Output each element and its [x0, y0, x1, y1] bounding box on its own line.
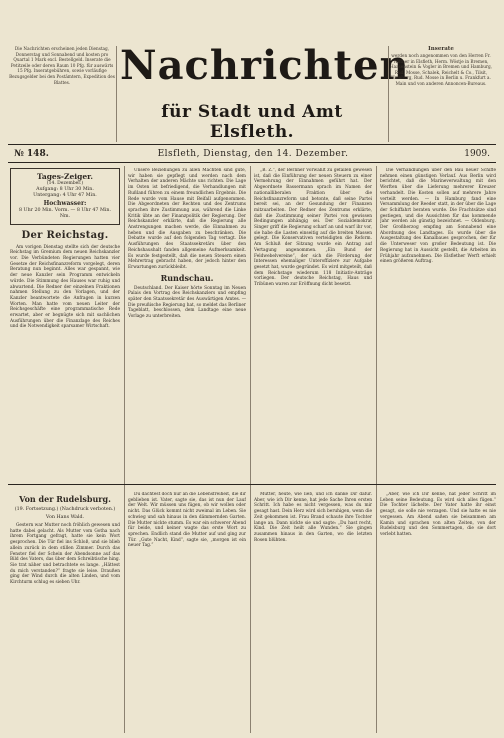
reichstag-article: Am vorigen Dienstag stellte sich der deutsche Reichstag im Gremium dem neuen Reichskanzler vor. Die Verbündeten Regierungen hatten vier Gesetze der Reichsfinanzreform vorgelegt, deren Beratung nun beginnt. Alles war gespannt, wie der neue Kanzler sein Programm entwickeln würde. Die Stimmung des Hauses war ruhig und abwartend. Die Redner der einzelnen Fraktionen nahmen Stellung zu den Vorlagen, und der Kanzler beantwortete die Anfragen in kurzen Worten. Man hatte vom neuen Leiter der Reichsgeschäfte eine programmatische Rede erwartet, aber er begnügte sich mit sachlichen Ausführungen über die Finanzlage des Reiches und die Notwendigkeit sparsamer Wirtschaft. — [10, 244, 120, 330]
serial-column-1 — [10, 492, 120, 732]
issue-number: № 148. — [14, 149, 49, 159]
subscription-info: Die Nachrichten erscheinen jeden Dienstag, Donnerstag und Sonnabend und kosten pro Quartal 1 Mark excl. Bestellgeld. Inserate die Petitzeile oder deren Raum 10 Pfg. für auswärts 15 Pfg. Inseratgebühren, sowie vorläufige Bezugsgelder bei den Postämtern, Expedition des Blattes. — [8, 46, 117, 142]
serial-text: Gestern war Mutter noch fröhlich gewesen und hatte dabei gelacht. Als Mutter vom Gotha nach ihrem Fortgang gefragt, hatte sie kein Wort gesprochen. Die Tür fiel ins Schloß, und sie blieb allein zurück in dem stillen Zimmer. Durch das Fenster fiel der Schein der Abendsonne auf das Bild des Vaters, das über dem Schreibtische hing. Sie trat näher und betrachtete es lange. „Hättest du mich verstanden?“ fragte sie leise. Draußen ging der Wind durch die alten Linden, und vom Kirchturm schlug es sieben Uhr. — [10, 523, 120, 586]
dateline — [8, 147, 496, 161]
column-3 — [254, 168, 372, 478]
column-4-article: Die Verhandlungen über den Bau neuer Schiffe nehmen einen günstigen Verlauf. Aus Berlin wird berichtet, daß die Marineverwaltung mit den Werften über die Lieferung mehrerer Kreuzer verhandelt. Die Kosten sollen auf mehrere Jahre verteilt werden. — In Hamburg fand eine Versammlung der Reeder statt, in der über die Lage der Schiffahrt beraten wurde. Die Frachtsätze sind gestiegen, und die Aussichten für das kommende Jahr werden als günstig bezeichnet. — Oldenburg. Der Großherzog empfing am Sonnabend eine Abordnung des Landtages. Es wurde über die Ausgestaltung des Kanalbaues gesprochen, der für die Unterweser von großer Bedeutung ist. Die Regierung hat in Aussicht gestellt, die Arbeiten im Frühjahr aufzunehmen. Die Elsflether Werft erhielt einen größeren Auftrag. — [380, 168, 496, 265]
column-divider — [250, 166, 251, 733]
advertising-text: werden noch angenommen von den Herren Fr. Wiltner in Elsfleth, Herm. Wöstje in Bremen, Haasenstein & Vogler in Bremen und Hamburg, Rud. Mosse, Schalek, Reichelt & Co., Tilsit, Hamburg, Rud. Mosse in Berlin u. Frankfurt a. Main und von anderen Annoncen-Bureaus. — [389, 53, 492, 86]
advertising-info — [388, 46, 493, 142]
column-4 — [380, 168, 496, 478]
serial-column-4 — [380, 492, 496, 732]
serial-installment — [10, 507, 120, 513]
serial-column-2 — [128, 492, 246, 732]
serial-text-4: „Aber, wie ich Dir kenne, hat jeder Schritt im Leben seine Bedeutung. Es wird sich alles fügen.“ Die Tochter lächelte. Der Vater hatte ihr einst gesagt, sie solle nie verzagen. Und sie hatte es nie vergessen. Am Abend saßen sie beisammen am Kamin und sprachen von alten Zeiten, von der Rudelsburg und den Sommertagen, die sie dort verlebt hatten. — [380, 492, 496, 537]
tageszeiger-date: (14. Dezember.) — [46, 181, 84, 186]
tide-heading: Hochwasser: — [43, 199, 87, 207]
newspaper-title: Nachrichten — [120, 42, 410, 89]
sunset: Untergang: 4 Uhr 47 Min. — [33, 193, 97, 199]
rundschau-article: Deutschland. Der Kaiser hörte Sonntag im Neuen Palais den Vortrag des Reichskanzlers und empfing später den Staatssekretär des Auswärtigen Amtes. — Die preußische Regierung hat, so meldet das Berliner Tageblatt, beschlossen, dem Landtage eine neue Vorlage zu unterbreiten. — [128, 285, 246, 320]
serial-column-3 — [254, 492, 372, 732]
sunrise: Aufgang: 8 Uhr 30 Min. — [36, 187, 94, 192]
installment-label: (19. Fortsetzung.) — [14, 507, 59, 512]
dateline-rule — [8, 162, 496, 163]
serial-heading: Von der Rudelsburg. — [19, 494, 111, 504]
column-divider — [376, 166, 377, 733]
serial-text-3: Mutter, heute, wie lieb, und ich danke Dir dafür. Aber, wie ich Dir kenne, hat jede Sache Ihren ersten Schritt. Ich habe es nicht vergessen, was du mir gesagt hast. Dein Herz wird sich beruhigen, wenn die Zeit gekommen ist. Frau Brand schaute ihre Tochter lange an. Dann nickte sie und sagte: „Du hast recht, Kind. Die Zeit heilt alle Wunden.“ Sie gingen zusammen hinaus in den Garten, wo die letzten Rosen blühten. — [254, 492, 372, 543]
column-divider — [124, 166, 125, 733]
serial-text-2: Du dachtest doch nur an die Lebensfreiheit, die dir geblieben ist. Vater, sagte sie, das ist nun der Lauf der Welt. Wir müssen uns fügen, ob wir wollen oder nicht. Das Glück kommt nicht zweimal im Leben. Sie schwieg und sah hinaus in den dämmernden Garten. Die Mutter nickte stumm. Es war ein schwerer Abend für beide, und keiner wagte das erste Wort zu sprechen. Endlich stand die Mutter auf und ging zur Tür. „Gute Nacht, Kind“, sagte sie, „morgen ist ein neuer Tag.“ — [128, 492, 246, 549]
tide-times: 8 Uhr 20 Min. Vorm. — 8 Uhr 47 Min. Nm. — [18, 207, 112, 220]
tageszeiger-box — [10, 168, 120, 225]
tageszeiger-title: Tages-Zeiger. — [36, 172, 94, 181]
column-1 — [10, 168, 120, 478]
advertising-heading: Inserate — [428, 46, 454, 52]
column-2-article: Unsere Beziehungen zu allen Mächten sind gute, wir haben sie gepflegt und werden nach dem Verhalten der anderen Mächte uns richten. Die Lage im Osten ist befriedigend, die Verhandlungen mit Rußland führen zu einem freundlichen Ergebnis. Die Rede wurde vom Hause mit Beifall aufgenommen. Die Abgeordneten der Rechten und des Zentrums sprachen ihre Zustimmung aus, während die Linke Kritik übte an der Finanzpolitik der Regierung. Der Reichskanzler erklärte, daß die Regierung alle Anstrengungen machen werde, die Einnahmen zu heben und die Ausgaben zu beschränken. Die Debatte wurde auf den folgenden Tag vertagt. Die Ausführungen des Staatssekretärs über den Reichshaushalt fanden allgemeine Aufmerksamkeit. Es wurde festgestellt, daß die neuen Steuern einen Mehrertrag gebracht haben, der jedoch hinter den Erwartungen zurückbleibt. — [128, 168, 246, 270]
masthead — [8, 42, 496, 140]
reichstag-heading: Der Reichstag. — [21, 229, 109, 241]
column-2 — [128, 168, 246, 478]
rundschau-heading: Rundschau. — [160, 272, 214, 283]
feuilleton-rule — [8, 484, 496, 485]
newspaper-subtitle: für Stadt und Amt Elsfleth. — [161, 102, 343, 142]
serial-author: Von Hans Wald. — [45, 515, 85, 520]
issue-date: Elsfleth, Dienstag, den 14. Dezember. — [157, 149, 349, 159]
top-rule — [8, 144, 496, 145]
reprint-note: (Nachdruck verboten.) — [59, 507, 116, 512]
issue-year: 1909. — [464, 149, 490, 159]
column-3-article: „B. Z.“, der Berliner Vorwahlt zu gefallen gewesen ist, daß die Einführung der neuen Steuern zu einer Vermehrung der Einnahmen geführt hat. Der Abgeordnete Bassermann sprach im Namen der nationalliberalen Fraktion über die Reichsfinanzreform und betonte, daß seine Partei bereit sei, an der Gesundung der Finanzen mitzuarbeiten. Der Redner des Zentrums erklärte, daß die Zustimmung seiner Partei von gewissen Bedingungen abhängig sei. Der Sozialdemokrat Singer griff die Regierung scharf an und warf ihr vor, sie habe die Lasten einseitig auf die breiten Massen gelegt. Die Konservativen verteidigten die Reform. Am Schluß der Sitzung wurde ein Antrag auf Vertagung angenommen. „Ein Bund der Feldwebelvereine“, der sich die Förderung der Interessen ehemaliger Unteroffiziere zur Aufgabe gesetzt hat, wurde gegründet. Es wird mitgeteilt, daß dem Reichstage wiederum 118 Initiativ-Anträge vorliegen. Der deutsche Reichstag, Haus und Tribünen waren zur Eröffnung dicht besetzt. — [254, 168, 372, 288]
